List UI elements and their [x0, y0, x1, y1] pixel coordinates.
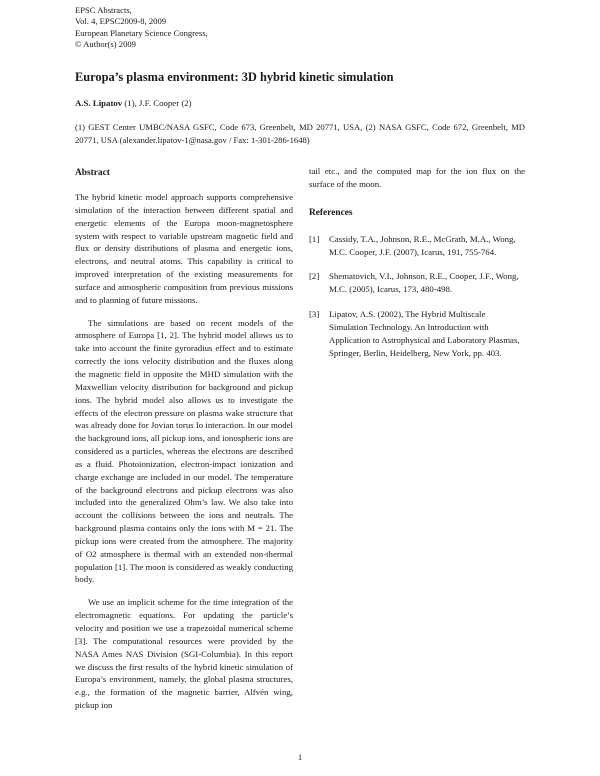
- abstract-paragraph-3: We use an implicit scheme for the time integration of the electromagnetic equations. For updating the particle’s velocity and position we use a trapezoidal numerical scheme [3]. The computational resources were provided by the NASA Ames NAS Division (SGI-Columbia). In this report we discuss the first results of the hybrid kinetic simulation of Europa’s environment, namely, the global plasma structures, e.g., the formation of the magnetic barrier, Alfvén wing, pickup ion: [75, 597, 293, 711]
- header-journal: EPSC Abstracts,: [75, 5, 132, 15]
- paper-title: Europa’s plasma environment: 3D hybrid kinetic simulation: [75, 70, 394, 84]
- header-congress: European Planetary Science Congress,: [75, 27, 208, 38]
- author-list: [75, 98, 192, 108]
- reference-number: [3]: [309, 309, 320, 320]
- journal-header: [75, 5, 208, 51]
- left-column: [75, 167, 293, 712]
- abstract-heading: Abstract: [75, 168, 110, 178]
- abstract-paragraph-2: The simulations are based on recent models of the atmosphere of Europa [1, 2]. The hybrid model allows us to take into account the finite gyroradius effect and to estimate correctly the ions velocity distribution and the fluxes along the magnetic field in opposite the MHD simulation with the Maxwellian velocity distribution for background and pickup ions. The hybrid model also allows us to investigate the effects of the electron pressure on plasma wake structure that was already done for Jovian torus Io interaction. In our model the background ions, all pickup ions, and ionospheric ions are considered as a particles, whereas the electrons are described as a fluid. Photoionization, electron-impact ionization and charge exchange are included in our model. The temperature of the background electrons and pickup electrons was also included into the generalized Ohm’s law. We also take into account the collisions between the ions and neutrals. The background plasma contains only the ions with M = 21. The pickup ions were created from the atmosphere. The majority of O2 atmosphere is thermal with an extended non-thermal population [1]. The moon is considered as weakly conducting body.: [75, 317, 293, 585]
- affiliations: (1) GEST Center UMBC/NASA GSFC, Code 673, Greenbelt, MD 20771, USA, (2) NASA GSFC, Code 672, Greenbelt, MD 20771, USA (alexander.lipatov-1@nasa.gov / Fax: 1-301-286-1648): [75, 122, 525, 145]
- header-copyright: © Author(s) 2009: [75, 39, 136, 50]
- references-heading: References: [309, 207, 353, 218]
- first-author: A.S. Lipatov: [75, 98, 123, 108]
- reference-number: [1]: [309, 233, 320, 244]
- header-volume: Vol. 4, EPSC2009-8, 2009: [75, 16, 167, 27]
- reference-text: Shematovich, V.I., Johnson, R.E., Cooper, J.F., Wong, M.C. (2005), Icarus, 173, 480-498.: [329, 271, 519, 295]
- other-authors: (1), J.F. Cooper (2): [122, 98, 192, 108]
- reference-number: [2]: [309, 271, 320, 282]
- reference-item: [309, 233, 525, 259]
- page-number: 1: [297, 752, 303, 762]
- abstract-paragraph-1: The hybrid kinetic model approach supports comprehensive simulation of the interaction between different spatial and energetic elements of the Europa moon-magnetosphere system with respect to variable upstream magnetic field and flux or density distributions of plasma and energetic ions, electrons, and neutral atoms. This capability is critical to improved interpretation of the existing measurements for surface and atmospheric composition from previous missions and to planning of future missions.: [75, 192, 293, 305]
- right-column: [309, 165, 525, 371]
- reference-item: [309, 270, 525, 296]
- reference-item: [309, 308, 525, 359]
- reference-text: Cassidy, T.A., Johnson, R.E., McGrath, M.A., Wong, M.C. Cooper, J.F. (2007), Icarus, 191, 755-764.: [329, 233, 516, 257]
- paragraph-continuation-space: tail etc., and the computed map for the ion flux on the surface of the moon.: [309, 166, 525, 189]
- reference-text: Lipatov, A.S. (2002), The Hybrid Multiscale Simulation Technology. An Introduction with Application to Astrophysical and Laboratory Plasmas, Springer, Berlin, Heidelberg, New York, pp. 403.: [329, 309, 520, 358]
